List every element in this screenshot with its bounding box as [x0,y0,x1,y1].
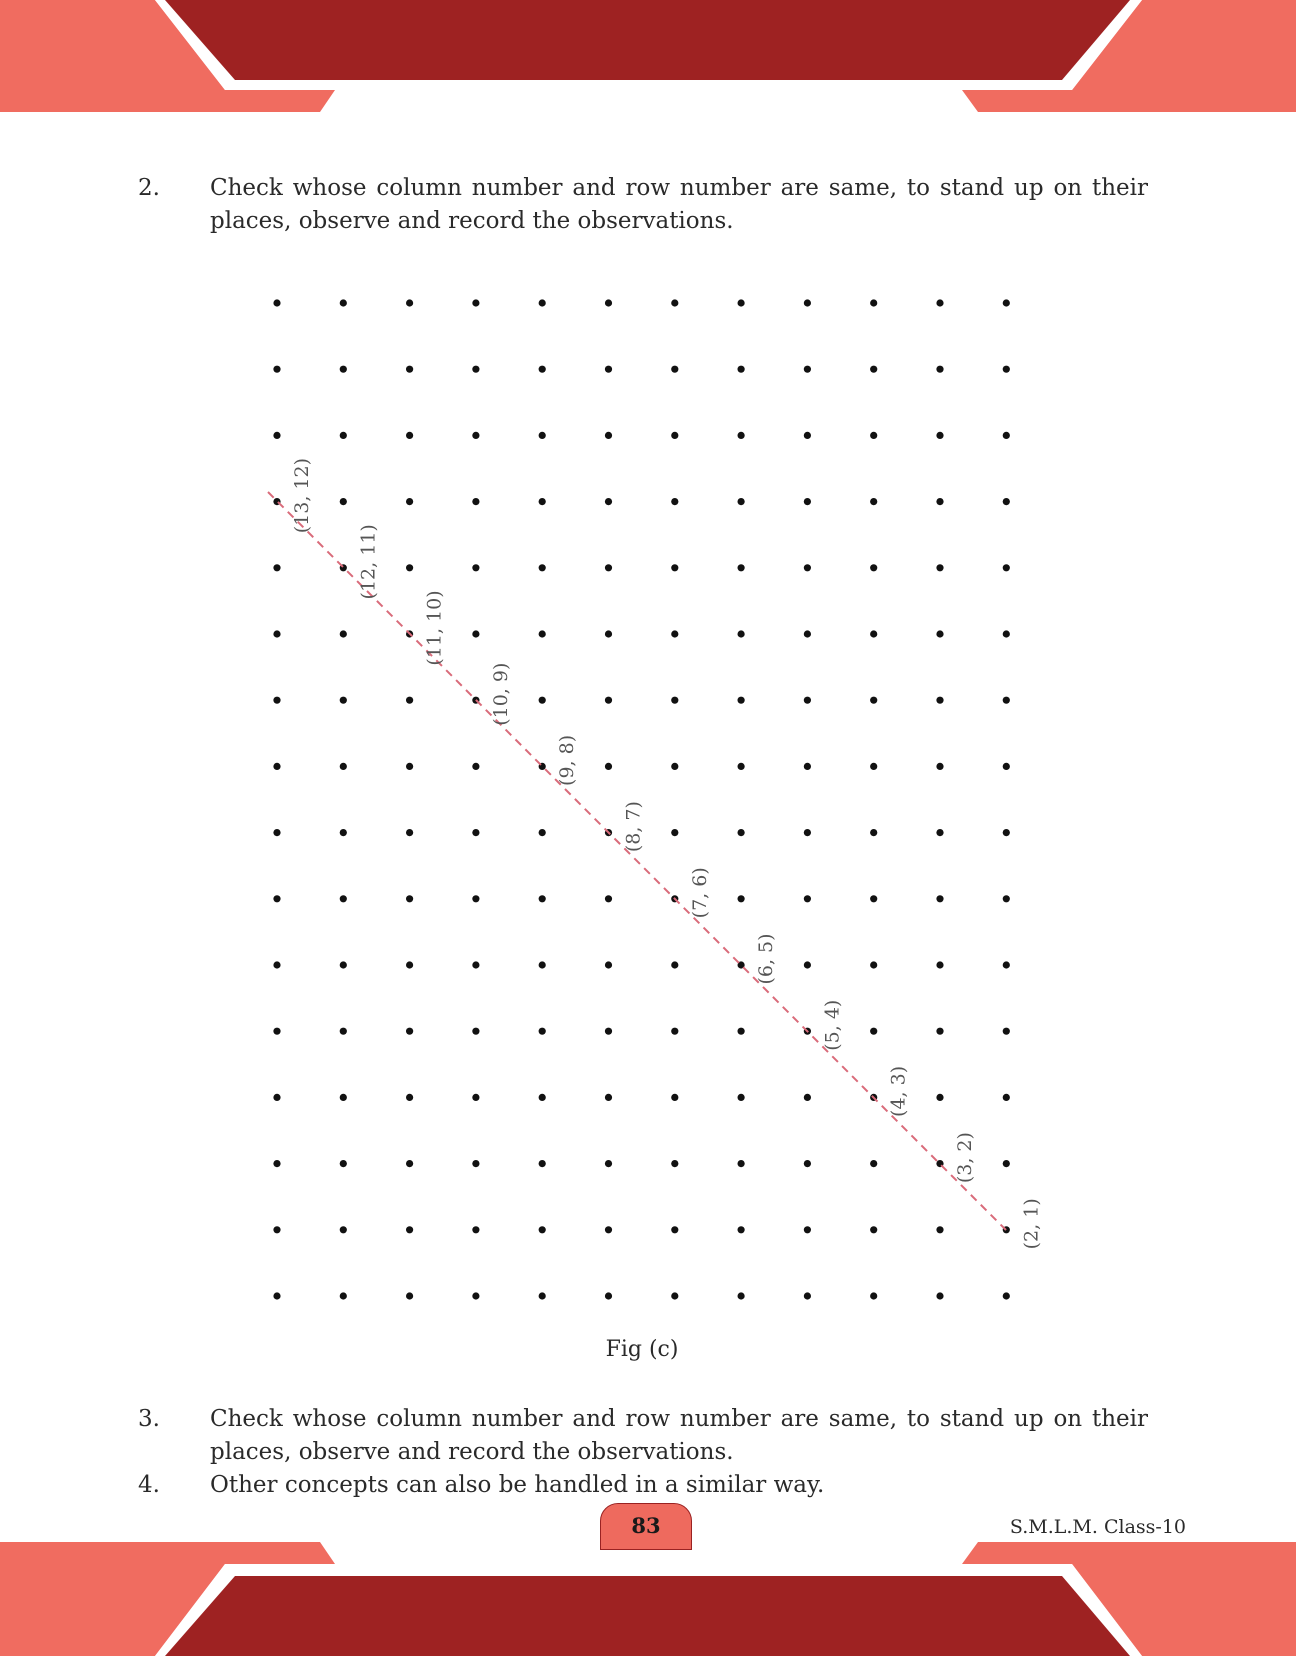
grid-dot [804,1160,811,1167]
list-number: 3. [138,1406,160,1432]
grid-dot [936,763,943,770]
point-label: (11, 10) [423,590,446,666]
grid-dot [936,630,943,637]
grid-dot [804,299,811,306]
grid-dot [472,1226,479,1233]
grid-dot [539,630,546,637]
list-number: 4. [138,1472,160,1498]
grid-dot [340,895,347,902]
grid-dot [539,1226,546,1233]
grid-dot [936,1094,943,1101]
list-number: 2. [138,175,160,201]
grid-dot [273,697,280,704]
grid-dot [936,1028,943,1035]
grid-dot [1003,1028,1010,1035]
grid-dot [936,432,943,439]
grid-dot [406,1292,413,1299]
grid-dot [273,299,280,306]
grid-dot [539,961,546,968]
grid-dot [738,1160,745,1167]
grid-dot [1003,564,1010,571]
grid-dot [936,498,943,505]
grid-dot [1003,697,1010,704]
grid-dot [804,961,811,968]
grid-dot [605,763,612,770]
point-label: (7, 6) [688,867,711,919]
grid-dot [340,1094,347,1101]
grid-dot [804,763,811,770]
grid-dot [738,829,745,836]
grid-dot [605,366,612,373]
grid-dot [340,498,347,505]
grid-dot [340,1292,347,1299]
grid-dot [738,1226,745,1233]
grid-dot [340,299,347,306]
grid-dot [870,829,877,836]
grid-dot [738,299,745,306]
grid-dot [273,366,280,373]
grid-dot [804,432,811,439]
grid-dot [605,432,612,439]
grid-dot [340,366,347,373]
grid-dot [804,1292,811,1299]
grid-dot [870,1226,877,1233]
grid-dot [273,1028,280,1035]
grid-dot [273,432,280,439]
grid-dot [1003,1160,1010,1167]
grid-dot [472,763,479,770]
grid-dot [870,895,877,902]
grid-dot [340,961,347,968]
grid-dot [605,1028,612,1035]
grid-dot [273,829,280,836]
point-label: (6, 5) [755,933,778,985]
grid-dot [671,829,678,836]
grid-dot [1003,829,1010,836]
grid-dot [340,1160,347,1167]
grid-dot [539,1160,546,1167]
grid-dot [804,895,811,902]
grid-dot [340,432,347,439]
grid-dot [539,697,546,704]
grid-dot [804,1226,811,1233]
grid-dot [472,630,479,637]
grid-dot [671,1160,678,1167]
grid-dot [472,829,479,836]
grid-dot [1003,498,1010,505]
grid-dot [870,432,877,439]
grid-dot [273,1226,280,1233]
grid-dot [671,1094,678,1101]
figure-caption: Fig (c) [605,1337,679,1362]
grid-dot [936,366,943,373]
grid-dot [738,564,745,571]
page-number: 83 [600,1503,692,1550]
point-label: (13, 12) [291,457,313,534]
grid-dot [738,630,745,637]
grid-dot [472,1028,479,1035]
grid-dot [936,1226,943,1233]
grid-dot [738,1094,745,1101]
point-label: (5, 4) [821,999,844,1051]
grid-dot [671,1292,678,1299]
point-labels [291,458,1042,1249]
grid-dot [804,1094,811,1101]
grid-dot [738,1028,745,1035]
grid-dot [273,1292,280,1299]
grid-dot [671,432,678,439]
point-label: (12, 11) [357,524,380,600]
grid-dot [273,564,280,571]
grid-dot [406,763,413,770]
grid-dot [870,564,877,571]
grid-dot [1003,763,1010,770]
grid-dot [472,1094,479,1101]
grid-dot [605,630,612,637]
diagonal-dashed-line [268,492,1006,1230]
grid-dot [273,630,280,637]
grid-dot [936,299,943,306]
grid-dot [605,961,612,968]
grid-dot [406,829,413,836]
grid-dot [870,299,877,306]
grid-dot [340,763,347,770]
grid-dot [472,432,479,439]
grid-dot [539,299,546,306]
grid-dot [870,1160,877,1167]
grid-dot [671,564,678,571]
grid-dot [340,1028,347,1035]
grid-dot [539,1292,546,1299]
grid-dot [804,697,811,704]
list-text: Check whose column number and row number are same, to stand up on their places, observe and record the observations. [210,175,1148,234]
grid-dot [472,299,479,306]
grid-dot [472,564,479,571]
grid-dot [804,366,811,373]
grid-dot [273,895,280,902]
footer-decoration [0,1536,1296,1656]
point-label: (8, 7) [622,801,645,853]
grid-dot [870,697,877,704]
grid-dot [406,366,413,373]
grid-dot [539,895,546,902]
grid-dot [1003,432,1010,439]
grid-dot [340,829,347,836]
grid-dot [738,697,745,704]
grid-dot [804,630,811,637]
grid-dot [472,961,479,968]
grid-dot [605,564,612,571]
grid-dot [406,564,413,571]
grid-dot [738,895,745,902]
point-label: (9, 8) [556,734,579,786]
grid-dot [472,498,479,505]
grid-dot [406,1028,413,1035]
grid-dot [936,1292,943,1299]
grid-dot [1003,961,1010,968]
list-item [138,1403,1148,1469]
grid-dot [605,1094,612,1101]
grid-dot [605,895,612,902]
grid-dot [1003,630,1010,637]
grid-dot [539,432,546,439]
grid-dot [472,1160,479,1167]
grid-dot [605,697,612,704]
grid-dot [605,299,612,306]
grid-dot [1003,895,1010,902]
grid-dot [870,1028,877,1035]
grid-dot [605,1160,612,1167]
grid-dot [340,630,347,637]
grid-dot [671,498,678,505]
grid-dot [671,697,678,704]
grid-dot [738,432,745,439]
grid-dot [1003,1292,1010,1299]
grid-dot [671,1226,678,1233]
grid-dot [406,1160,413,1167]
grid-dot [870,961,877,968]
grid-dot [738,1292,745,1299]
grid-dot [804,498,811,505]
grid-dot [936,829,943,836]
grid-dot [472,1292,479,1299]
list-item [138,1469,1148,1502]
grid-dot [870,763,877,770]
book-title: S.M.L.M. Class-10 [1009,1516,1186,1538]
grid-dot [671,366,678,373]
point-label: (10, 9) [489,662,512,726]
grid-dot [936,961,943,968]
grid-dot [1003,299,1010,306]
grid-dot [539,1094,546,1101]
grid-dot [406,498,413,505]
grid-dot [406,299,413,306]
point-label: (3, 2) [954,1132,976,1184]
grid-dot [406,1094,413,1101]
grid-dot [1003,366,1010,373]
grid-dot [539,1028,546,1035]
grid-dot [870,630,877,637]
list-text: Other concepts can also be handled in a similar way. [210,1472,825,1498]
grid-dot [472,366,479,373]
grid-dot [340,1226,347,1233]
grid-dot [406,1226,413,1233]
point-label: (4, 3) [887,1065,910,1117]
grid-dot [539,829,546,836]
grid-dot [671,299,678,306]
grid-dot [671,763,678,770]
point-label: (2, 1) [1020,1198,1043,1250]
grid-dot [738,498,745,505]
grid-dot [870,498,877,505]
grid-dots [273,299,1010,1299]
grid-dot [870,366,877,373]
grid-dot [605,1292,612,1299]
grid-dot [539,366,546,373]
grid-dot [936,697,943,704]
list-text: Check whose column number and row number are same, to stand up on their places, observe and record the observations. [210,1406,1148,1465]
grid-dot [273,1094,280,1101]
grid-dot [273,1160,280,1167]
grid-dot [671,630,678,637]
grid-dot [406,895,413,902]
grid-dot [738,366,745,373]
grid-dot [406,697,413,704]
grid-dot [406,432,413,439]
grid-dot [605,1226,612,1233]
grid-dot [671,1028,678,1035]
grid-dot [340,697,347,704]
grid-dot [1003,1094,1010,1101]
grid-dot [273,763,280,770]
grid-dot [870,1292,877,1299]
grid-dot [605,498,612,505]
grid-dot [472,895,479,902]
grid-dot [936,895,943,902]
grid-dot [539,564,546,571]
grid-dot [273,961,280,968]
grid-dot [539,498,546,505]
grid-dot [671,961,678,968]
grid-dot [804,829,811,836]
grid-dot [936,564,943,571]
grid-dot [406,961,413,968]
grid-dot [804,564,811,571]
grid-dot [738,763,745,770]
